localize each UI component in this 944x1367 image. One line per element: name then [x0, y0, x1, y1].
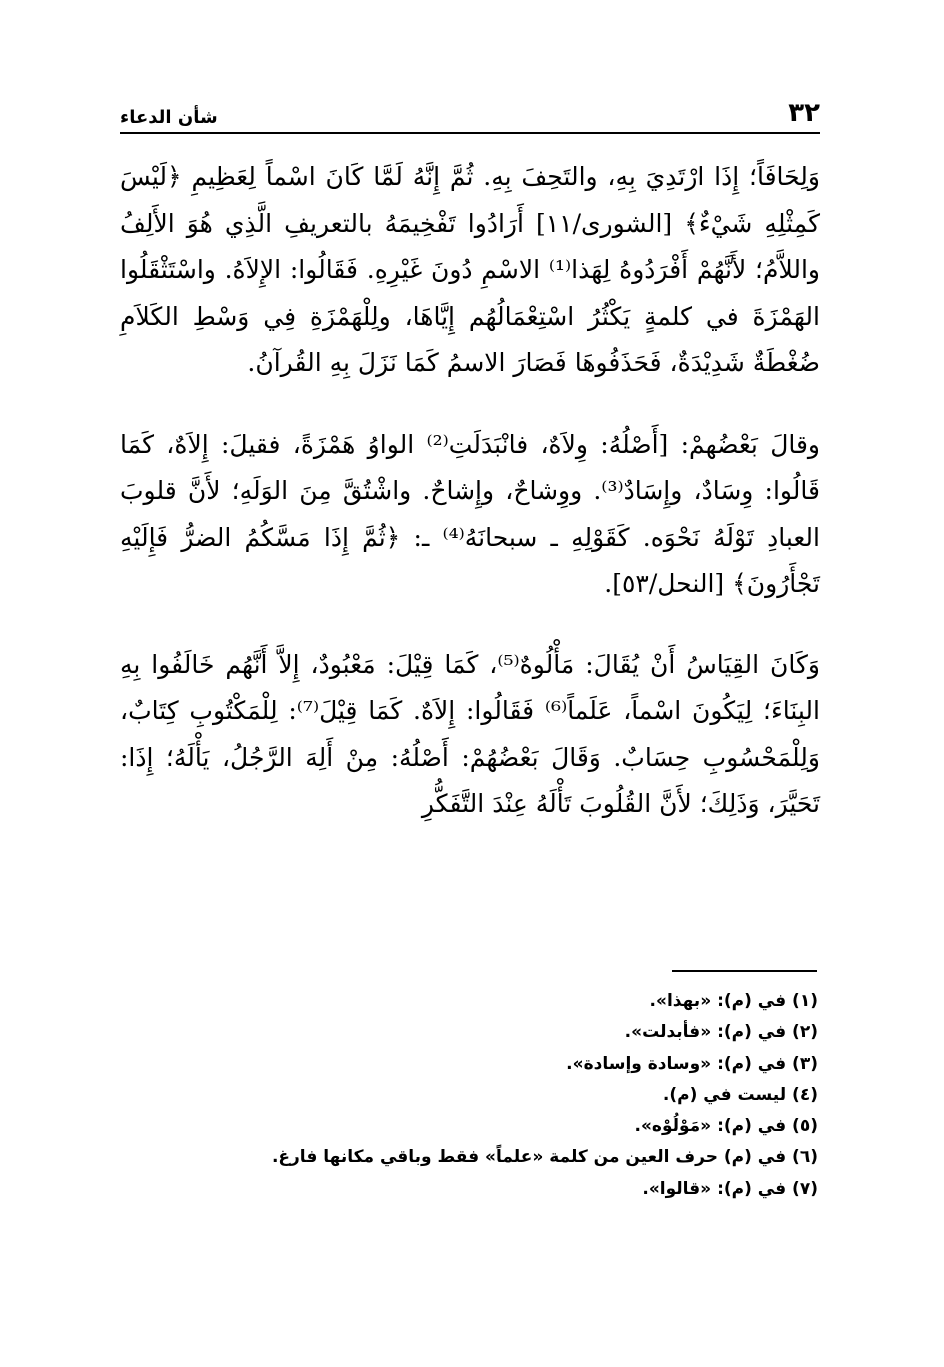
running-head	[120, 88, 820, 134]
footnotes	[118, 986, 818, 1205]
footnote-separator	[672, 970, 817, 972]
footnote-5: (٥) في (م): «مَوْلُوْه».	[634, 1116, 818, 1137]
book-title: شأن الدعاء	[120, 107, 218, 128]
paragraph-3: وَكَانَ القِيَاسُ أَنْ يُقَالَ: مَأْلُوهٌ⁽⁵⁾، كَمَا قِيْلَ: مَعْبُودٌ، إِلاَّ أَنَّهُم خَالَفُوا بِهِ البِنَاءَ؛ لِيَكُونَ اسْماً، عَلَماً⁽⁶⁾ فَقَالُوا: إِلاَهٌ. كَمَا قِيْلَ⁽⁷⁾: لِلْمَكْتُوبِ كِتَابٌ، وَلِلْمَحْسُوبِ حِسَابٌ. وَقَالَ بَعْضُهُمْ: أَصْلُهُ: مِنْ أَلِهَ الرَّجُلُ، يَأْلَهُ؛ إِذَا: تَحَيَّرَ، وَذَلِكَ؛ لأَنَّ القُلُوبَ تَأْلَهُ عِنْدَ التَّفَكُّرِ	[120, 649, 820, 818]
footnote-3: (٣) في (م): «وسادة وإسادة».	[566, 1053, 818, 1074]
footnote-4: (٤) ليست في (م).	[662, 1084, 818, 1105]
footnote-1: (١) في (م): «بهذا».	[649, 991, 818, 1011]
page-number: ٣٢	[788, 98, 820, 128]
page	[120, 88, 820, 862]
footnote-6: (٦) في (م) حرف العين من كلمة «علماً» فقط وباقي مكانها فارغ.	[271, 1147, 818, 1168]
paragraph-2: وقالَ بَعْضُهمْ: [أَصْلُهُ: وِلاَهٌ، فانْبَدَلَتِ⁽²⁾ الواوُ هَمْزَةً، فقيلَ: إِلاَهٌ، كَمَا قَالُوا: وِسَادٌ، وإِسَادٌ⁽³⁾. ووِشاحٌ، وإِشاحٌ. واشْتُقَّ مِنَ الوَلَهِ؛ لأَنَّ قلوبَ العبادِ تَوْلَهُ نَحْوَه. كَقَوْلِهِ ـ سبحانَهُ⁽⁴⁾ ـ: ﴿ثُمَّ إِذَا مَسَّكُمُ الضرُّ فَإِلَيْهِ تَجْأَرُونَ﴾ [النحل/٥٣].	[120, 429, 821, 598]
footnote-7: (٧) في (م): «قالوا».	[642, 1178, 818, 1199]
paragraph-1: وَلِحَافَاً؛ إِذَا ارْتَدِيَ بِهِ، والتَحِفَ بِهِ. ثُمَّ إِنَّهُ لَمَّا كَانَ اسْماً لِعَظِيمِ ﴿لَيْسَ كَمِثْلِهِ شَيْءٌ﴾ [الشورى/١١] أَرَادُوا تَفْخِيمَهُ بالتعريفِ الَّذِي هُوَ الأَلِفُ واللاَّمُ؛ لأَنَّهُمْ أَفْرَدُوهُ لِهَذا⁽¹⁾ الاسْمِ دُونَ غَيْرِهِ. فَقَالُوا: الإِلاَهُ. واسْتَثْقَلُوا الهَمْزَةَ في كلمةٍ يَكْثُرُ اسْتِعْمَالُهُم إِيَّاهَا، ولِلْهَمْزَةِ فِي وَسْطِ الكَلاَمِ ضُغْطَةٌ شَدِيْدَةٌ، فَحَذَفُوهَا فَصَارَ الاسمُ كَمَا نَزَلَ بِهِ القُرآنُ.	[120, 162, 820, 377]
footnote-2: (٢) في (م): «فأبدلت».	[624, 1022, 818, 1043]
body-text	[120, 154, 820, 828]
